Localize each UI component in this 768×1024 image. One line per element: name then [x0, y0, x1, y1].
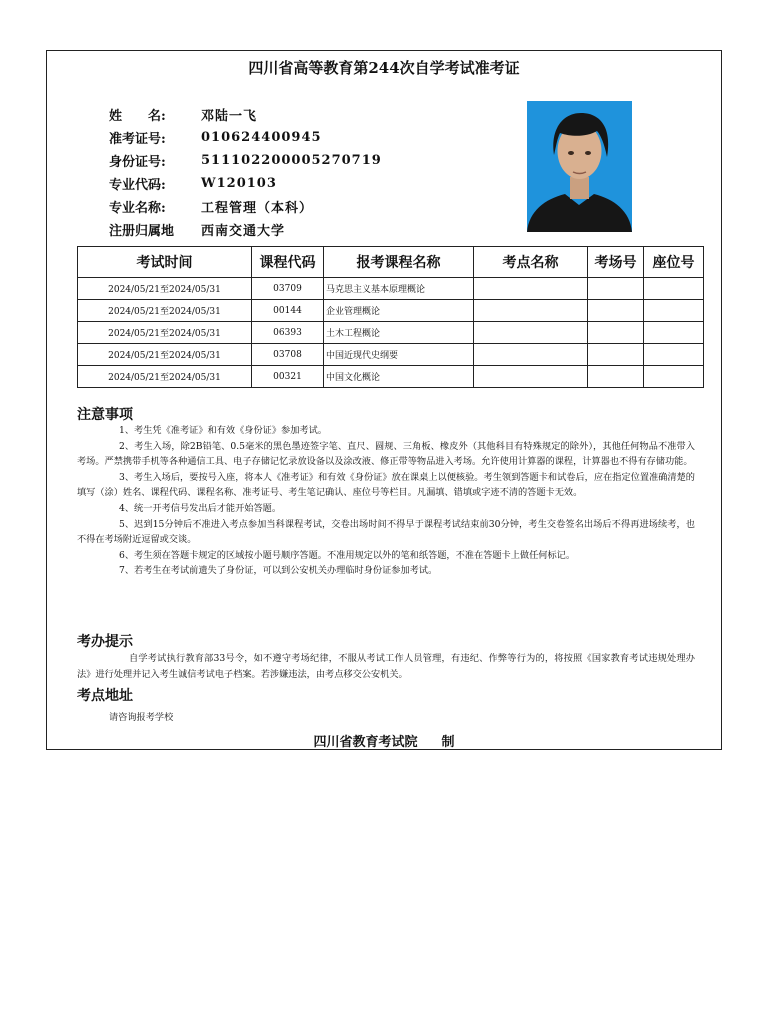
table-row [78, 300, 704, 322]
issuer-suffix: 制 [441, 735, 455, 750]
exam-site-cell [474, 344, 588, 366]
notes-list [77, 423, 695, 579]
address-heading: 考点地址 [77, 688, 133, 704]
exam-time-cell: 2024/05/21至2024/05/31 [78, 322, 252, 344]
info-label: 准考证号: [109, 132, 166, 147]
course-name-cell: 土木工程概论 [324, 322, 474, 344]
tips-heading: 考办提示 [77, 634, 133, 650]
course-name-cell: 企业管理概论 [324, 300, 474, 322]
note-item: 7、若考生在考试前遗失了身份证，可以到公安机关办理临时身份证参加考试。 [119, 565, 438, 577]
exam-time-cell: 2024/05/21至2024/05/31 [78, 278, 252, 300]
room-number-cell [588, 278, 644, 300]
notes-heading: 注意事项 [77, 407, 133, 423]
column-header: 课程代码 [252, 247, 324, 278]
issuer-name: 四川省教育考试院 [313, 735, 418, 750]
table-row [78, 278, 704, 300]
exam-site-cell [474, 322, 588, 344]
info-row-id-number [109, 149, 382, 172]
note-item: 6、考生须在答题卡规定的区域按小题号顺序答题。不准用规定以外的笔和纸答题，不准在答题卡上做任何标记。 [119, 549, 576, 561]
column-header: 考点名称 [474, 247, 588, 278]
seat-number-cell [644, 366, 704, 388]
note-item: 2、考生入场，除2B铅笔、0.5毫米的黑色墨迹签字笔、直尺、圆规、三角板、橡皮外（其他科目有特殊规定的除外），其他任何物品不准带入考场。严禁携带手机等各种通信工具、电子存储记忆录放设备以及涂改液、修正带等物品进入考场。允许使用计算器的课程，计算器也不得有存储功能。 [77, 440, 695, 468]
info-label: 注册归属地 [109, 224, 175, 239]
info-value: 邓陆一飞 [201, 109, 258, 124]
seat-number-cell [644, 344, 704, 366]
info-label: 姓 名: [109, 109, 166, 124]
info-row-name [109, 103, 382, 126]
candidate-info [109, 103, 382, 241]
exam-time-cell: 2024/05/21至2024/05/31 [78, 366, 252, 388]
exam-time-cell: 2024/05/21至2024/05/31 [78, 300, 252, 322]
info-label: 专业名称: [109, 201, 166, 216]
course-code-cell: 00144 [252, 300, 324, 322]
ticket-title: 四川省高等教育第244次自学考试准考证 [248, 59, 520, 77]
column-header: 考场号 [588, 247, 644, 278]
course-name-cell: 中国近现代史纲要 [324, 344, 474, 366]
info-row-major-name [109, 195, 382, 218]
table-row [78, 322, 704, 344]
info-row-ticket-number [109, 126, 382, 149]
seat-number-cell [644, 300, 704, 322]
course-code-cell: 03708 [252, 344, 324, 366]
course-name-cell: 中国文化概论 [324, 366, 474, 388]
table-row [78, 344, 704, 366]
room-number-cell [588, 366, 644, 388]
course-code-cell: 06393 [252, 322, 324, 344]
exam-site-cell [474, 278, 588, 300]
info-row-major-code [109, 172, 382, 195]
tips-text: 自学考试执行教育部33号令，如不遵守考场纪律，不服从考试工作人员管理，有违纪、作弊等行为的，将按照《国家教育考试违规处理办法》进行处理并记入考生诚信考试电子档案。若涉嫌违法，由考点移交公安机关。 [77, 653, 695, 680]
table-header-row [78, 247, 704, 278]
seat-number-cell [644, 278, 704, 300]
note-item: 1、考生凭《准考证》和有效《身份证》参加考试。 [119, 425, 327, 436]
note-item: 3、考生入场后，要按号入座，将本人《准考证》和有效《身份证》放在课桌上以便核验。考生领到答题卡和试卷后，应在指定位置准确清楚的填写（涂）姓名、课程代码、课程名称、准考证号、考生笔记确认、座位号等栏目。凡漏填、错填或字迹不清的答题卡无效。 [77, 471, 695, 499]
column-header: 报考课程名称 [324, 247, 474, 278]
course-code-cell: 03709 [252, 278, 324, 300]
room-number-cell [588, 322, 644, 344]
column-header: 考试时间 [78, 247, 252, 278]
exam-schedule-table [77, 246, 704, 388]
note-item: 5、迟到15分钟后不准进入考点参加当科课程考试，交卷出场时间不得早于课程考试结束前30分钟，考生交卷签名出场后不得再进场续考，也不得在考场附近逗留或交谈。 [77, 518, 695, 546]
info-label: 专业代码: [109, 178, 166, 193]
candidate-photo [527, 101, 632, 232]
address-text: 请咨询报考学校 [109, 712, 174, 723]
person-silhouette-icon [527, 101, 632, 232]
column-header: 座位号 [644, 247, 704, 278]
exam-time-cell: 2024/05/21至2024/05/31 [78, 344, 252, 366]
info-value: W120103 [201, 176, 277, 191]
info-value: 010624400945 [201, 130, 322, 145]
exam-site-cell [474, 300, 588, 322]
seat-number-cell [644, 322, 704, 344]
exam-site-cell [474, 366, 588, 388]
note-item: 4、统一开考信号发出后才能开始答题。 [119, 502, 282, 514]
issuer-footer [47, 731, 721, 750]
info-value: 西南交通大学 [201, 224, 286, 239]
info-row-registration [109, 218, 382, 241]
room-number-cell [588, 344, 644, 366]
room-number-cell [588, 300, 644, 322]
info-label: 身份证号: [109, 155, 166, 170]
course-code-cell: 00321 [252, 366, 324, 388]
table-row [78, 366, 704, 388]
info-value: 511102200005270719 [201, 153, 382, 168]
info-value: 工程管理（本科） [201, 201, 314, 216]
admission-ticket [46, 50, 722, 750]
course-name-cell: 马克思主义基本原理概论 [324, 278, 474, 300]
